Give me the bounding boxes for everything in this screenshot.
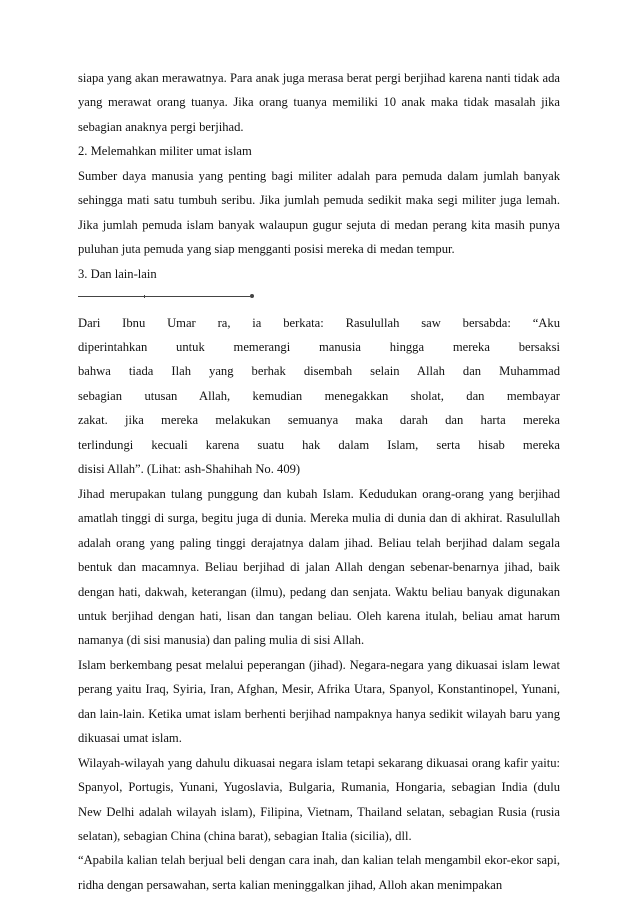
paragraph-jihad: Jihad merupakan tulang punggung dan kubah Islam. Kedudukan orang-orang yang berjihad amatlah tinggi di surga, begitu juga di dunia. Mereka mulia di dunia dan di akhirat. Rasulullah adalah orang yang paling tinggi derajatnya dalam jihad. Beliau telah berjihad dalam segala bentuk dan macamnya. Beliau berjihad di jalan Allah dengan sebenar-benarnya jihad, baik dengan hati, dakwah, keterangan (ilmu), pedang dan senjata. Waktu beliau banyak digunakan untuk berjihad dengan hati, lisan dan tangan beliau. Oleh karena itulah, beliau amat harum namanya (di sisi manusia) dan paling mulia di sisi Allah.	[78, 486, 560, 648]
hadith-line: diperintahkan untuk memerangi manusia hingga mereka bersaksi	[78, 339, 560, 354]
page-content	[78, 66, 560, 897]
paragraph-intro: siapa yang akan merawatnya. Para anak juga merasa berat pergi berjihad karena nanti tidak ada yang merawat orang tuanya. Jika orang tuanya memiliki 10 anak maka tidak masalah jika sebagian anaknya pergi berjihad.	[78, 71, 560, 134]
footnote-divider	[78, 286, 560, 310]
divider-end-dot	[250, 294, 254, 298]
paragraph-islam-berkembang: Islam berkembang pesat melalui peperangan (jihad). Negara-negara yang dikuasai islam lewat perang yaitu Iraq, Syiria, Iran, Afghan, Mesir, Afrika Utara, Spanyol, Konstantinopel, Yunani, dan lain-lain. Ketika umat islam berhenti berjihad nampaknya hanya sedikit wilayah baru yang dikuasai umat islam.	[78, 657, 560, 746]
hadith-line: sebagian utusan Allah, kemudian menegakkan sholat, dan membayar	[78, 388, 560, 403]
hadith-block	[78, 311, 560, 482]
paragraph-apabila: “Apabila kalian telah berjual beli dengan cara inah, dan kalian telah mengambil ekor-ekor sapi, ridha dengan persawahan, serta kalian meninggalkan jihad, Alloh akan menimpakan	[78, 853, 560, 892]
hadith-line: zakat. jika mereka melakukan semuanya maka darah dan harta mereka	[78, 413, 560, 428]
paragraph-wilayah: Wilayah-wilayah yang dahulu dikuasai negara islam tetapi sekarang dikuasai orang kafir yaitu: Spanyol, Portugis, Yunani, Yugoslavia, Bulgaria, Rumania, Hongaria, sebagian India (dulu New Delhi adalah wilayah islam), Filipina, Vietnam, Thailand selatan, sebagian Rusia (rusia selatan), sebagian China (china barat), sebagian Italia (sicilia), dll.	[78, 755, 560, 844]
hadith-line-last: disisi Allah”. (Lihat: ash-Shahihah No. 409)	[78, 462, 301, 477]
divider-line	[78, 296, 250, 297]
heading-point-2: 2. Melemahkan militer umat islam	[78, 144, 252, 159]
hadith-line: bahwa tiada Ilah yang berhak disembah selain Allah dan Muhammad	[78, 364, 560, 379]
paragraph-militer: Sumber daya manusia yang penting bagi militer adalah para pemuda dalam jumlah banyak sehingga mati satu tumbuh seribu. Jika jumlah pemuda sedikit maka segi militer juga lemah. Jika jumlah pemuda islam banyak walaupun gugur sejuta di medan perang kita masih punya puluhan juta pemuda yang siap mengganti posisi mereka di medan tempur.	[78, 168, 560, 257]
hadith-line: Dari Ibnu Umar ra, ia berkata: Rasulullah saw bersabda: “Aku	[78, 315, 560, 330]
hadith-line: terlindungi kecuali karena suatu hak dalam Islam, serta hisab mereka	[78, 437, 560, 452]
heading-point-3: 3. Dan lain-lain	[78, 266, 157, 281]
divider-mark	[144, 295, 145, 298]
